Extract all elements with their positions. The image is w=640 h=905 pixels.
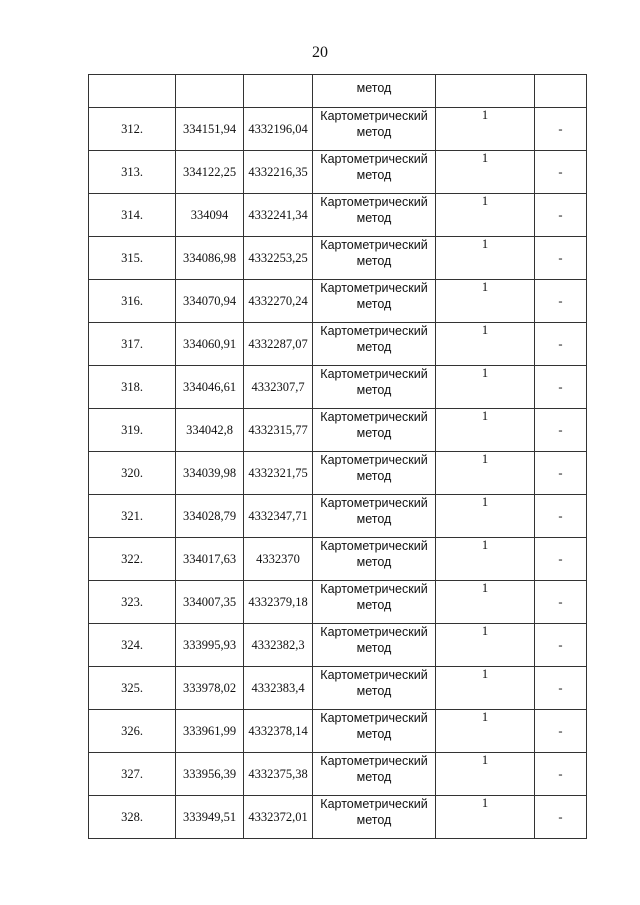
note-cell: - — [535, 452, 587, 495]
y-coordinate-cell: 4332216,35 — [244, 151, 313, 194]
x-coordinate-cell: 333978,02 — [176, 667, 244, 710]
method-cell — [313, 796, 436, 839]
method-line-1: Картометрический — [320, 410, 428, 424]
method-line-1: Картометрический — [320, 754, 428, 768]
method-line-2: метод — [356, 555, 392, 569]
y-coordinate-cell: 4332241,34 — [244, 194, 313, 237]
method-cell — [313, 366, 436, 409]
method-cell — [313, 280, 436, 323]
y-coordinate-cell: 4332196,04 — [244, 108, 313, 151]
method-line-1: Картометрический — [320, 281, 428, 295]
table-row — [89, 409, 587, 452]
note-cell: - — [535, 667, 587, 710]
method-line-1: Картометрический — [320, 582, 428, 596]
x-coordinate-cell: 334042,8 — [176, 409, 244, 452]
note-cell: - — [535, 366, 587, 409]
note-cell: - — [535, 624, 587, 667]
table-row — [89, 667, 587, 710]
method-line-1: Картометрический — [320, 496, 428, 510]
method-line-1: Картометрический — [320, 195, 428, 209]
x-coordinate-cell: 334094 — [176, 194, 244, 237]
point-number-cell: 324. — [89, 624, 176, 667]
method-cell — [313, 237, 436, 280]
method-line-2: метод — [356, 641, 392, 655]
y-coordinate-cell: 4332321,75 — [244, 452, 313, 495]
method-line-1: Картометрический — [320, 797, 428, 811]
y-coordinate-cell: 4332375,38 — [244, 753, 313, 796]
note-cell: - — [535, 108, 587, 151]
x-coordinate-cell: 334007,35 — [176, 581, 244, 624]
accuracy-cell: 1 — [436, 194, 535, 237]
x-coordinate-cell: 334046,61 — [176, 366, 244, 409]
y-coordinate-cell: 4332379,18 — [244, 581, 313, 624]
table-row — [89, 495, 587, 538]
table-row — [89, 753, 587, 796]
y-coordinate-cell: 4332383,4 — [244, 667, 313, 710]
point-number-cell: 315. — [89, 237, 176, 280]
method-cell — [313, 710, 436, 753]
method-line-2: метод — [356, 125, 392, 139]
table-row — [89, 710, 587, 753]
y-coordinate-cell: 4332253,25 — [244, 237, 313, 280]
accuracy-cell: 1 — [436, 667, 535, 710]
note-cell: - — [535, 151, 587, 194]
x-coordinate-cell: 334086,98 — [176, 237, 244, 280]
y-coordinate-cell: 4332370 — [244, 538, 313, 581]
table-cell — [176, 75, 244, 108]
method-cell — [313, 452, 436, 495]
accuracy-cell: 1 — [436, 624, 535, 667]
method-line-2: метод — [356, 211, 392, 225]
method-cell — [313, 323, 436, 366]
x-coordinate-cell: 334039,98 — [176, 452, 244, 495]
table-row — [89, 75, 587, 108]
method-line-1: Картометрический — [320, 109, 428, 123]
table-row — [89, 581, 587, 624]
note-cell: - — [535, 495, 587, 538]
accuracy-cell: 1 — [436, 495, 535, 538]
point-number-cell: 328. — [89, 796, 176, 839]
x-coordinate-cell: 334017,63 — [176, 538, 244, 581]
accuracy-cell: 1 — [436, 710, 535, 753]
x-coordinate-cell: 333956,39 — [176, 753, 244, 796]
table-row — [89, 280, 587, 323]
y-coordinate-cell: 4332372,01 — [244, 796, 313, 839]
table-row — [89, 796, 587, 839]
y-coordinate-cell: 4332315,77 — [244, 409, 313, 452]
method-cell: метод — [313, 75, 436, 108]
method-cell — [313, 624, 436, 667]
accuracy-cell: 1 — [436, 280, 535, 323]
method-line-1: Картометрический — [320, 625, 428, 639]
table-cell — [244, 75, 313, 108]
note-cell: - — [535, 581, 587, 624]
y-coordinate-cell: 4332382,3 — [244, 624, 313, 667]
accuracy-cell: 1 — [436, 366, 535, 409]
method-line-2: метод — [356, 297, 392, 311]
y-coordinate-cell: 4332378,14 — [244, 710, 313, 753]
method-line-2: метод — [356, 383, 392, 397]
accuracy-cell: 1 — [436, 151, 535, 194]
point-number-cell: 312. — [89, 108, 176, 151]
note-cell: - — [535, 796, 587, 839]
method-line-1: Картометрический — [320, 668, 428, 682]
point-number-cell: 323. — [89, 581, 176, 624]
accuracy-cell: 1 — [436, 108, 535, 151]
method-line-1: Картометрический — [320, 711, 428, 725]
method-line-2: метод — [356, 254, 392, 268]
note-cell: - — [535, 409, 587, 452]
method-cell — [313, 108, 436, 151]
point-number-cell: 313. — [89, 151, 176, 194]
x-coordinate-cell: 333949,51 — [176, 796, 244, 839]
method-line-2: метод — [356, 598, 392, 612]
point-number-cell: 326. — [89, 710, 176, 753]
method-line-2: метод — [356, 512, 392, 526]
method-cell — [313, 409, 436, 452]
table-row — [89, 366, 587, 409]
note-cell: - — [535, 710, 587, 753]
method-line-1: Картометрический — [320, 238, 428, 252]
accuracy-cell: 1 — [436, 796, 535, 839]
table-row — [89, 538, 587, 581]
method-line-2: метод — [356, 727, 392, 741]
point-number-cell: 319. — [89, 409, 176, 452]
table-row — [89, 237, 587, 280]
method-cell — [313, 538, 436, 581]
method-cell — [313, 753, 436, 796]
y-coordinate-cell: 4332347,71 — [244, 495, 313, 538]
method-line-2: метод — [356, 426, 392, 440]
method-cell — [313, 151, 436, 194]
note-cell: - — [535, 280, 587, 323]
method-line-1: Картометрический — [320, 324, 428, 338]
x-coordinate-cell: 333995,93 — [176, 624, 244, 667]
x-coordinate-cell: 333961,99 — [176, 710, 244, 753]
table-cell — [89, 75, 176, 108]
point-number-cell: 321. — [89, 495, 176, 538]
point-number-cell: 320. — [89, 452, 176, 495]
x-coordinate-cell: 334122,25 — [176, 151, 244, 194]
accuracy-cell: 1 — [436, 323, 535, 366]
method-cell — [313, 194, 436, 237]
point-number-cell: 317. — [89, 323, 176, 366]
point-number-cell: 325. — [89, 667, 176, 710]
coordinates-table — [88, 74, 587, 839]
method-line-2: метод — [356, 684, 392, 698]
point-number-cell: 316. — [89, 280, 176, 323]
method-line-2: метод — [356, 469, 392, 483]
method-line-1: Картометрический — [320, 453, 428, 467]
table-cell — [436, 75, 535, 108]
x-coordinate-cell: 334060,91 — [176, 323, 244, 366]
x-coordinate-cell: 334070,94 — [176, 280, 244, 323]
method-cell — [313, 667, 436, 710]
method-cell — [313, 495, 436, 538]
point-number-cell: 327. — [89, 753, 176, 796]
accuracy-cell: 1 — [436, 452, 535, 495]
table-row — [89, 151, 587, 194]
x-coordinate-cell: 334028,79 — [176, 495, 244, 538]
x-coordinate-cell: 334151,94 — [176, 108, 244, 151]
point-number-cell: 314. — [89, 194, 176, 237]
table-cell — [535, 75, 587, 108]
point-number-cell: 318. — [89, 366, 176, 409]
table-row — [89, 452, 587, 495]
accuracy-cell: 1 — [436, 409, 535, 452]
y-coordinate-cell: 4332270,24 — [244, 280, 313, 323]
table-row — [89, 624, 587, 667]
note-cell: - — [535, 237, 587, 280]
table-row — [89, 323, 587, 366]
table-row — [89, 194, 587, 237]
method-line-2: метод — [356, 813, 392, 827]
method-cell — [313, 581, 436, 624]
accuracy-cell: 1 — [436, 538, 535, 581]
method-line-1: Картометрический — [320, 539, 428, 553]
note-cell: - — [535, 538, 587, 581]
note-cell: - — [535, 323, 587, 366]
page-number: 20 — [312, 44, 328, 61]
accuracy-cell: 1 — [436, 581, 535, 624]
y-coordinate-cell: 4332307,7 — [244, 366, 313, 409]
accuracy-cell: 1 — [436, 237, 535, 280]
note-cell: - — [535, 753, 587, 796]
y-coordinate-cell: 4332287,07 — [244, 323, 313, 366]
point-number-cell: 322. — [89, 538, 176, 581]
method-line-2: метод — [356, 340, 392, 354]
method-line-1: Картометрический — [320, 367, 428, 381]
accuracy-cell: 1 — [436, 753, 535, 796]
method-line-2: метод — [356, 168, 392, 182]
table-row — [89, 108, 587, 151]
note-cell: - — [535, 194, 587, 237]
method-line-1: Картометрический — [320, 152, 428, 166]
method-line-2: метод — [356, 770, 392, 784]
